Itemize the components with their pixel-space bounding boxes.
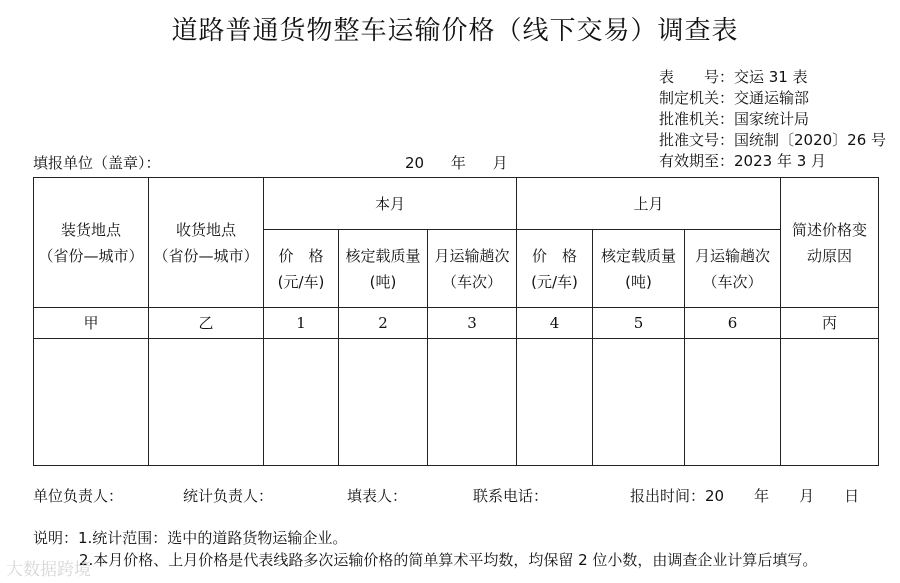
phone-label: 联系电话： [473,487,549,505]
code-row [34,308,879,339]
table-number: 表 号：交运 31 表 [659,68,808,86]
survey-table [33,177,879,466]
entry-cell[interactable] [685,339,781,466]
code-cell: 2 [339,308,428,339]
header-receive-place: 收货地点 （省份—城市） [149,178,264,308]
code-cell: 丙 [781,308,879,339]
header-load-mass-this: 核定载质量 (吨) [339,230,428,308]
notes [33,527,817,571]
date-month: 月 [492,154,508,172]
watermark: 大数据跨境 [6,560,91,580]
entry-cell[interactable] [264,339,339,466]
approving-authority: 批准机关：国家统计局 [659,110,810,128]
reporting-unit-label: 填报单位（盖章）： [33,154,161,172]
header-load-mass-last: 核定载质量 (吨) [593,230,685,308]
form-meta [659,67,886,172]
entry-cell[interactable] [781,339,879,466]
code-cell: 甲 [34,308,149,339]
date-year: 年 [450,154,466,172]
entry-cell[interactable] [517,339,593,466]
filler-label: 填表人： [347,487,408,505]
header-price-this: 价 格 (元/车) [264,230,339,308]
data-entry-row [34,339,879,466]
entry-cell[interactable] [428,339,517,466]
report-time-label: 报出时间：20 年 月 日 [630,487,860,505]
code-cell: 5 [593,308,685,339]
issuing-authority: 制定机关：交通运输部 [659,89,810,107]
header-reason: 简述价格变 动原因 [781,178,879,308]
entry-cell[interactable] [34,339,149,466]
note-1: 说明：1.统计范围：选中的道路货物运输企业。 [33,529,348,547]
header-last-month: 上月 [517,178,781,230]
header-this-month: 本月 [264,178,517,230]
code-cell: 6 [685,308,781,339]
code-cell: 1 [264,308,339,339]
header-trips-this: 月运输趟次 （车次） [428,230,517,308]
valid-until: 有效期至：2023 年 3 月 [659,152,827,170]
entry-cell[interactable] [593,339,685,466]
note-2: 2.本月价格、上月价格是代表线路多次运输价格的简单算术平均数，均保留 2 位小数，由调查企业计算后填写。 [79,551,818,569]
code-cell: 4 [517,308,593,339]
header-trips-last: 月运输趟次 （车次） [685,230,781,308]
entry-cell[interactable] [339,339,428,466]
approval-number: 批准文号：国统制〔2020〕26 号 [659,131,887,149]
report-date [405,152,530,173]
date-year-prefix: 20 [405,154,425,172]
code-cell: 乙 [149,308,264,339]
header-price-last: 价 格 (元/车) [517,230,593,308]
code-cell: 3 [428,308,517,339]
unit-head-label: 单位负责人： [33,487,124,505]
stat-head-label: 统计负责人： [183,487,274,505]
form-title: 道路普通货物整车运输价格（线下交易）调查表 [171,16,739,46]
header-load-place: 装货地点 （省份—城市） [34,178,149,308]
entry-cell[interactable] [149,339,264,466]
